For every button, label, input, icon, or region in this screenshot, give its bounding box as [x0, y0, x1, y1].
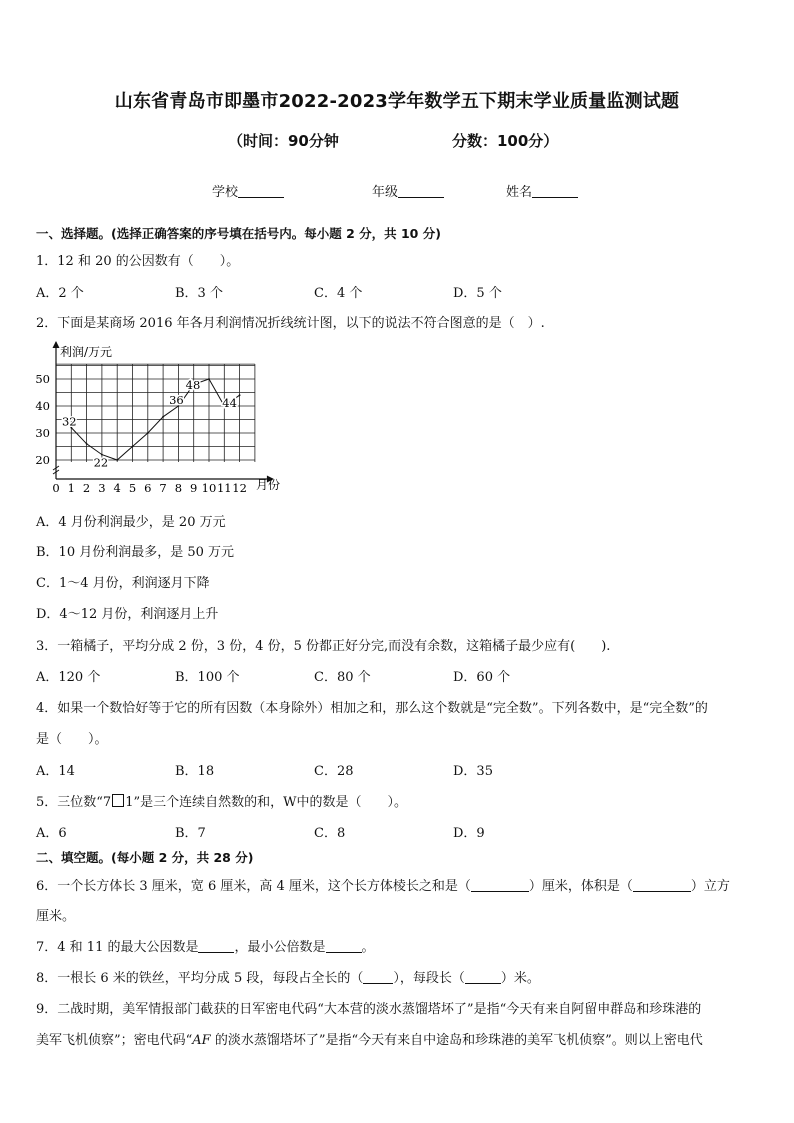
q9-text-line2a: 美军飞机侦察”；密电代码“	[36, 1033, 193, 1048]
q6-text-c: ）立方	[690, 879, 730, 894]
data-point	[239, 394, 241, 396]
x-tick-label: 0	[52, 481, 60, 495]
x-tick-label: 5	[128, 481, 137, 495]
y-tick-label: 20	[35, 453, 50, 467]
chart-grid	[56, 364, 255, 462]
q6-blank-1	[471, 879, 529, 892]
q3-option-d: D．60 个	[453, 670, 511, 685]
q3-option-a: A．120 个	[36, 670, 101, 685]
chart-point-labels	[62, 378, 237, 470]
data-point	[208, 378, 210, 380]
q1-option-d: D．5 个	[453, 286, 502, 301]
y-axis-arrow-icon	[53, 341, 60, 348]
q4-option-b: B．18	[175, 764, 215, 779]
q6-blank-2	[633, 879, 691, 892]
school-field	[212, 181, 284, 200]
q1-option-a: A．2 个	[36, 286, 84, 301]
q8-text	[36, 967, 540, 986]
q9-text-line1: 9．二战时期，美军情报部门截获的日军密电代码“大本营的淡水蒸馏塔坏了”是指“今天有来自阿留申群岛和珍珠港的	[36, 1002, 702, 1017]
x-tick-label: 3	[98, 481, 106, 495]
name-field	[506, 181, 578, 200]
x-tick-label: 12	[232, 481, 247, 495]
y-tick-label: 30	[35, 426, 50, 440]
x-tick-label: 1	[67, 481, 75, 495]
q9-text-line2b: 的淡水蒸馏塔坏了”是指“今天有来自中途岛和珍珠港的美军飞机侦察”。则以上密电代	[210, 1033, 703, 1048]
data-point	[86, 443, 88, 445]
q8-text-a: 8．一根长 6 米的铁丝，平均分成 5 段，每段占全长的（	[36, 971, 364, 986]
q2-option-b: B．10 月份利润最多，是 50 万元	[36, 545, 235, 560]
q1-option-b: B．3 个	[175, 286, 223, 301]
q5-option-d: D．9	[453, 826, 485, 841]
q3-option-c: C．80 个	[314, 670, 371, 685]
x-tick-label: 7	[159, 481, 167, 495]
q6-text-b: ）厘米，体积是（	[528, 879, 633, 894]
q5-text-a: 5．三位数“7	[36, 795, 112, 810]
page-title: 山东省青岛市即墨市2022-2023学年数学五下期末学业质量监测试题	[114, 91, 680, 112]
exam-time: （时间：90分钟	[228, 132, 339, 150]
q3-option-b: B．100 个	[175, 670, 240, 685]
q7-blank-1	[198, 940, 234, 953]
q5-option-a: A．6	[36, 826, 67, 841]
section2-heading: 二、填空题。(每小题 2 分，共 28 分)	[36, 850, 254, 865]
x-tick-label: 4	[113, 481, 121, 495]
q8-text-c: ）米。	[500, 971, 540, 986]
q6-text	[36, 875, 730, 894]
x-tick-label: 8	[174, 481, 183, 495]
q5-option-c: C．8	[314, 826, 346, 841]
school-blank	[238, 185, 284, 198]
y-tick-label: 40	[35, 399, 50, 413]
q2-text: 2．下面是某商场 2016 年各月利润情况折线统计图，以下的说法不符合图意的是（ ）.	[36, 316, 545, 331]
q7-text-c: 。	[361, 940, 375, 955]
q9-text-line2	[36, 1029, 703, 1048]
x-tick-label: 10	[201, 481, 217, 495]
q5-text-b: 1”是三个连续自然数的和，W中的数是（ ）。	[125, 795, 407, 810]
q8-blank-1	[363, 971, 393, 984]
q5-text	[36, 791, 407, 810]
chart-xlabel: 月份	[256, 478, 281, 492]
q4-text-line1: 4．如果一个数恰好等于它的所有因数（本身除外）相加之和，那么这个数就是“完全数”。下列各数中，是“完全数”的	[36, 701, 708, 716]
exam-score: 分数：100分）	[452, 132, 559, 150]
q7-text	[36, 936, 375, 955]
x-tick-label: 9	[190, 481, 198, 495]
point-label: 32	[61, 414, 77, 429]
q6-text-a: 6．一个长方体长 3 厘米，宽 6 厘米，高 4 厘米，这个长方体棱长之和是（	[36, 879, 471, 894]
point-label: 36	[169, 393, 184, 407]
q9-code-af: AF	[192, 1033, 211, 1048]
school-label: 学校	[212, 185, 239, 200]
blank-square-icon	[112, 794, 124, 807]
q2-option-c: C．1～4 月份，利润逐月下降	[36, 576, 210, 591]
grade-field	[372, 181, 444, 200]
q8-text-b: ），每段长（	[393, 971, 465, 986]
q7-blank-2	[326, 940, 362, 953]
q2-option-d: D．4～12 月份，利润逐月上升	[36, 607, 219, 622]
q1-option-c: C．4 个	[314, 286, 363, 301]
x-tick-label: 11	[216, 481, 232, 495]
q4-option-c: C．28	[314, 764, 354, 779]
data-point	[147, 432, 149, 434]
q8-blank-2	[465, 971, 501, 984]
q4-option-a: A．14	[36, 764, 75, 779]
q6-text-line2: 厘米。	[36, 909, 76, 924]
x-tick-label: 2	[82, 481, 91, 495]
point-label: 44	[222, 396, 237, 411]
q4-text-line2: 是（ ）。	[36, 732, 108, 747]
section1-heading: 一、选择题。(选择正确答案的序号填在括号内。每小题 2 分，共 10 分)	[36, 226, 441, 241]
q3-text: 3．一箱橘子，平均分成 2 份，3 份，4 份，5 份都正好分完,而没有余数，这箱橘子最少应有( ).	[36, 639, 611, 654]
point-label: 22	[93, 455, 109, 470]
name-label: 姓名	[506, 185, 533, 200]
y-tick-label: 50	[35, 372, 50, 386]
q7-text-b: ，最小公倍数是	[234, 940, 326, 955]
data-point	[132, 446, 134, 448]
data-point	[162, 416, 164, 418]
q1-text: 1．12 和 20 的公因数有（ ）。	[36, 254, 240, 269]
grade-blank	[398, 185, 444, 198]
x-tick-label: 6	[144, 481, 152, 495]
q7-text-a: 7．4 和 11 的最大公因数是	[36, 940, 199, 955]
point-label: 48	[185, 378, 201, 392]
q4-option-d: D．35	[453, 764, 493, 779]
q2-option-a: A．4 月份利润最少，是 20 万元	[36, 515, 226, 530]
q5-option-b: B．7	[175, 826, 206, 841]
name-blank	[532, 185, 578, 198]
profit-line-chart	[28, 338, 298, 498]
grade-label: 年级	[372, 185, 399, 200]
data-point	[116, 459, 118, 461]
chart-ylabel: 利润/万元	[60, 345, 113, 359]
